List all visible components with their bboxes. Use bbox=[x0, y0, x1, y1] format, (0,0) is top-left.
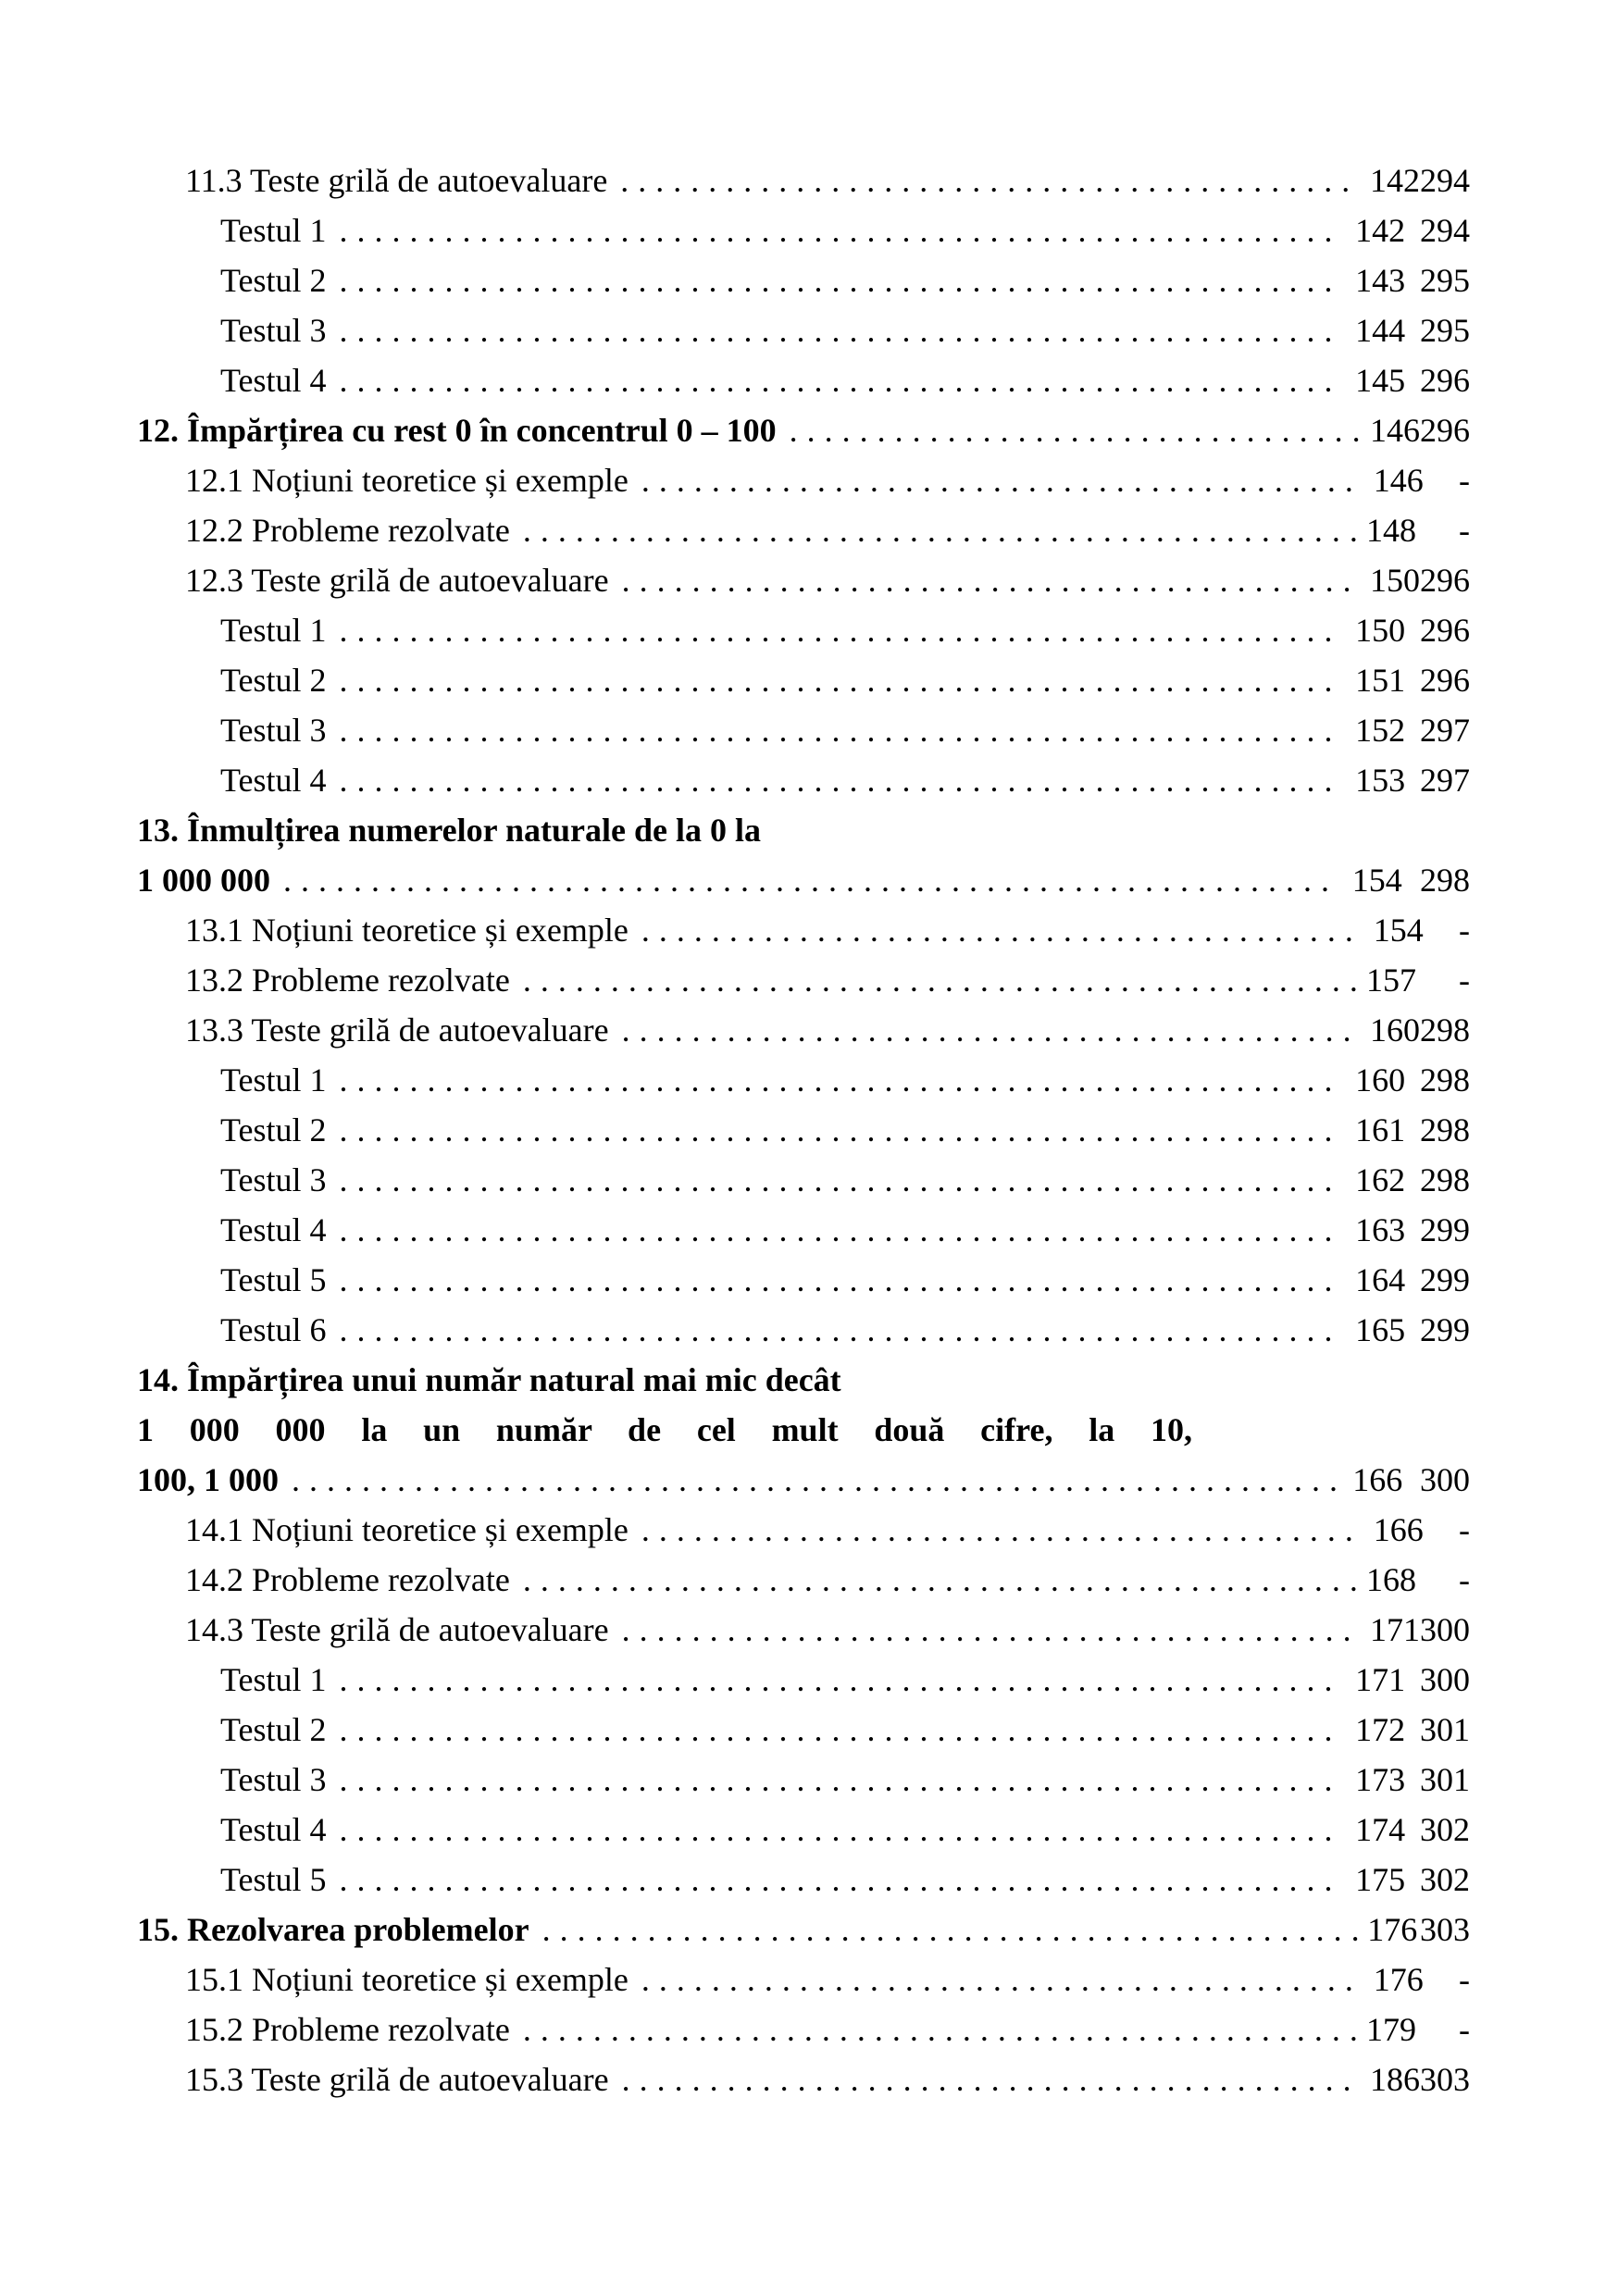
chapter-13-page1: 154 bbox=[1351, 862, 1402, 899]
toc-entry-page2: 298 bbox=[1419, 1161, 1470, 1198]
toc-entry-label: 13.2 Probleme rezolvate bbox=[185, 962, 510, 999]
toc-entry-page1: 175 bbox=[1355, 1861, 1406, 1898]
toc-entry-row[interactable] bbox=[137, 1255, 1470, 1305]
leader-dots bbox=[523, 505, 1357, 555]
toc-entry-page1: 171 bbox=[1370, 1611, 1420, 1648]
chapter-14-title-line2: 1 000 000 la un număr de cel mult două cifre, la 10, bbox=[137, 1411, 1192, 1448]
toc-entry-label: Testul 4 bbox=[220, 362, 327, 399]
toc-entry-number: 12. bbox=[137, 412, 179, 449]
toc-entry-row[interactable] bbox=[137, 955, 1470, 1005]
toc-entry-label: 15.2 Probleme rezolvate bbox=[185, 2011, 510, 2048]
toc-section-chapter-13 bbox=[137, 905, 1470, 1355]
toc-entry-page1: 168 bbox=[1366, 1561, 1416, 1598]
toc-entry-label: Testul 2 bbox=[220, 662, 327, 699]
leader-dots bbox=[641, 1505, 1364, 1555]
toc-entry-page1: 160 bbox=[1355, 1061, 1406, 1098]
chapter-15-number: 15. bbox=[137, 1911, 179, 1948]
chapter-14-title-line3: 100, 1 000 bbox=[137, 1461, 279, 1498]
toc-entry-label: 14.2 Probleme rezolvate bbox=[185, 1561, 510, 1598]
toc-entry-row[interactable] bbox=[137, 1505, 1470, 1555]
leader-dots bbox=[339, 1705, 1343, 1755]
toc-entry-label bbox=[137, 405, 777, 455]
leader-dots bbox=[620, 155, 1361, 205]
chapter-15-page1: 176 bbox=[1367, 1911, 1418, 1948]
toc-entry-page2: 298 bbox=[1419, 1111, 1470, 1148]
leader-dots bbox=[622, 2054, 1361, 2104]
toc-entry-page1: 166 bbox=[1373, 1511, 1424, 1548]
toc-entry-page1: 148 bbox=[1366, 512, 1416, 549]
toc-entry-page1: 163 bbox=[1355, 1211, 1406, 1248]
toc-entry-page1: 146 bbox=[1370, 412, 1420, 449]
toc-entry-label: Testul 1 bbox=[220, 1061, 327, 1098]
toc-entry-label: Testul 3 bbox=[220, 712, 327, 749]
toc-entry-page2: 303 bbox=[1420, 2061, 1470, 2098]
toc-entry-label: 11.3 Teste grilă de autoevaluare bbox=[185, 162, 608, 199]
toc-section-chapter-15 bbox=[137, 1955, 1470, 2104]
toc-entry-page1: 186 bbox=[1370, 2061, 1420, 2098]
leader-dots bbox=[339, 705, 1343, 755]
toc-entry-row[interactable] bbox=[137, 1805, 1470, 1855]
toc-entry-row[interactable] bbox=[137, 555, 1470, 605]
toc-entry-row[interactable] bbox=[137, 655, 1470, 705]
toc-entry-page2: 302 bbox=[1419, 1861, 1470, 1898]
toc-entry-row[interactable] bbox=[137, 1605, 1470, 1655]
toc-entry-page1: 171 bbox=[1355, 1661, 1406, 1698]
toc-entry-label: Testul 3 bbox=[220, 312, 327, 349]
toc-entry-page1: 160 bbox=[1370, 1011, 1420, 1049]
toc-entry-label: 13.3 Teste grilă de autoevaluare bbox=[185, 1011, 609, 1049]
toc-entry-page2: - bbox=[1459, 962, 1470, 999]
toc-entry-page2: 301 bbox=[1419, 1761, 1470, 1798]
leader-dots bbox=[641, 455, 1364, 505]
toc-entry-page1: 145 bbox=[1355, 362, 1406, 399]
toc-entry-row[interactable] bbox=[137, 1155, 1470, 1205]
toc-entry-page1: 142 bbox=[1370, 162, 1420, 199]
leader-dots bbox=[790, 405, 1361, 455]
chapter-15-row[interactable] bbox=[137, 1905, 1470, 1955]
toc-entry-page2: 294 bbox=[1420, 162, 1470, 199]
toc-entry-page1: 153 bbox=[1355, 762, 1406, 799]
toc-entry-label: Testul 5 bbox=[220, 1861, 327, 1898]
toc-entry-row[interactable] bbox=[137, 755, 1470, 805]
toc-entry-page2: 299 bbox=[1419, 1311, 1470, 1348]
leader-dots bbox=[339, 1655, 1343, 1705]
toc-entry-page2: - bbox=[1459, 1511, 1470, 1548]
leader-dots bbox=[292, 1455, 1338, 1505]
toc-entry-label: 12.2 Probleme rezolvate bbox=[185, 512, 510, 549]
toc-entry-label: Testul 1 bbox=[220, 612, 327, 649]
toc-entry-page2: 296 bbox=[1420, 412, 1470, 449]
toc-entry-label: 12.1 Noțiuni teoretice și exemple bbox=[185, 462, 629, 499]
toc-entry-row[interactable] bbox=[137, 1555, 1470, 1605]
toc-entry-row[interactable] bbox=[137, 255, 1470, 305]
toc-entry-row[interactable] bbox=[137, 455, 1470, 505]
chapter-14-title-line3-row bbox=[137, 1455, 1470, 1505]
toc-entry-row[interactable] bbox=[137, 1855, 1470, 1905]
toc-entry-page1: 161 bbox=[1355, 1111, 1406, 1148]
toc-entry-page1: 151 bbox=[1355, 662, 1406, 699]
toc-entry-label: Testul 1 bbox=[220, 212, 327, 249]
leader-dots bbox=[339, 1105, 1343, 1155]
leader-dots bbox=[339, 255, 1343, 305]
toc-entry-title: Împărțirea cu rest 0 în concentrul 0 – 100 bbox=[187, 412, 777, 449]
leader-dots bbox=[641, 1955, 1364, 2004]
chapter-13-title-line2: 1 000 000 bbox=[137, 862, 270, 899]
leader-dots bbox=[622, 1005, 1361, 1055]
toc-entry-row[interactable] bbox=[137, 505, 1470, 555]
toc-entry-row[interactable] bbox=[137, 1655, 1470, 1705]
toc-entry-page2: 298 bbox=[1420, 1011, 1470, 1049]
chapter-13-page2: 298 bbox=[1420, 862, 1470, 899]
leader-dots bbox=[339, 1855, 1343, 1905]
toc-entry-label: Testul 4 bbox=[220, 1211, 327, 1248]
toc-entry-row[interactable] bbox=[137, 1055, 1470, 1105]
toc-entry-row[interactable] bbox=[137, 155, 1470, 205]
leader-dots bbox=[339, 655, 1343, 705]
toc-entry-row[interactable] bbox=[137, 305, 1470, 355]
toc-entry-label: 15.1 Noțiuni teoretice și exemple bbox=[185, 1961, 629, 1998]
toc-entry-page2: - bbox=[1459, 912, 1470, 949]
toc-entry-row[interactable] bbox=[137, 2004, 1470, 2054]
toc-entry-row[interactable] bbox=[137, 1755, 1470, 1805]
toc-entry-row[interactable] bbox=[137, 205, 1470, 255]
toc-entry-page2: 296 bbox=[1419, 362, 1470, 399]
chapter-15-label bbox=[137, 1905, 529, 1955]
toc-entry-label: 14.3 Teste grilă de autoevaluare bbox=[185, 1611, 609, 1648]
chapter-13-title-line2-row bbox=[137, 855, 1470, 905]
toc-entry-row[interactable] bbox=[137, 405, 1470, 455]
toc-entry-page2: 299 bbox=[1419, 1261, 1470, 1298]
toc-entry-page1: 179 bbox=[1366, 2011, 1416, 2048]
leader-dots bbox=[339, 205, 1343, 255]
toc-section-top bbox=[137, 155, 1470, 805]
toc-entry-page2: 300 bbox=[1419, 1661, 1470, 1698]
toc-entry-page1: 154 bbox=[1373, 912, 1424, 949]
toc-entry-row[interactable] bbox=[137, 1005, 1470, 1055]
chapter-14-page2: 300 bbox=[1420, 1461, 1470, 1498]
leader-dots bbox=[622, 555, 1361, 605]
toc-entry-page2: - bbox=[1459, 1561, 1470, 1598]
toc-entry-page2: 296 bbox=[1419, 662, 1470, 699]
toc-entry-page1: 152 bbox=[1355, 712, 1406, 749]
toc-entry-page2: - bbox=[1459, 462, 1470, 499]
toc-entry-label: Testul 4 bbox=[220, 1811, 327, 1848]
toc-entry-page2: 297 bbox=[1419, 712, 1470, 749]
leader-dots bbox=[339, 355, 1343, 405]
toc-entry-page2: - bbox=[1459, 2011, 1470, 2048]
chapter-13-title-line1: 13. Înmulțirea numerelor naturale de la 0 la bbox=[137, 812, 761, 849]
toc-entry-label: Testul 2 bbox=[220, 262, 327, 299]
leader-dots bbox=[339, 1205, 1343, 1255]
toc-entry-row[interactable] bbox=[137, 355, 1470, 405]
leader-dots bbox=[339, 1305, 1343, 1355]
toc-entry-label: Testul 1 bbox=[220, 1661, 327, 1698]
toc-entry-label: 13.1 Noțiuni teoretice și exemple bbox=[185, 912, 629, 949]
leader-dots bbox=[339, 605, 1343, 655]
toc-section-chapter-14 bbox=[137, 1505, 1470, 1905]
toc-entry-page1: 172 bbox=[1355, 1711, 1406, 1748]
toc-entry-row[interactable] bbox=[137, 905, 1470, 955]
toc-entry-row[interactable] bbox=[137, 1205, 1470, 1255]
toc-entry-row[interactable] bbox=[137, 605, 1470, 655]
toc-entry-row[interactable] bbox=[137, 1705, 1470, 1755]
toc-entry-page1: 143 bbox=[1355, 262, 1406, 299]
toc-entry-label: 15.3 Teste grilă de autoevaluare bbox=[185, 2061, 609, 2098]
leader-dots bbox=[339, 305, 1343, 355]
toc-entry-label: 14.1 Noțiuni teoretice și exemple bbox=[185, 1511, 629, 1548]
toc-entry-page2: 299 bbox=[1419, 1211, 1470, 1248]
toc-entry-page1: 173 bbox=[1355, 1761, 1406, 1798]
toc-entry-page2: - bbox=[1459, 1961, 1470, 1998]
toc-entry-row[interactable] bbox=[137, 2054, 1470, 2104]
leader-dots bbox=[339, 1155, 1343, 1205]
toc-entry-page1: 162 bbox=[1355, 1161, 1406, 1198]
toc-entry-page2: 294 bbox=[1419, 212, 1470, 249]
leader-dots bbox=[523, 955, 1357, 1005]
chapter-14-title-line1: 14. Împărțirea unui număr natural mai mic decât bbox=[137, 1361, 841, 1398]
toc-entry-page2: 300 bbox=[1420, 1611, 1470, 1648]
toc-entry-page2: 296 bbox=[1420, 562, 1470, 599]
toc-entry-label: Testul 3 bbox=[220, 1161, 327, 1198]
toc-entry-page2: 302 bbox=[1419, 1811, 1470, 1848]
toc-entry-page1: 176 bbox=[1373, 1961, 1424, 1998]
leader-dots bbox=[641, 905, 1364, 955]
toc-entry-page1: 150 bbox=[1355, 612, 1406, 649]
leader-dots bbox=[523, 1555, 1357, 1605]
toc-entry-label: Testul 3 bbox=[220, 1761, 327, 1798]
leader-dots bbox=[339, 1055, 1343, 1105]
toc-entry-page2: 295 bbox=[1419, 262, 1470, 299]
chapter-14-page1: 166 bbox=[1352, 1461, 1403, 1498]
toc-entry-row[interactable] bbox=[137, 1955, 1470, 2004]
table-of-contents bbox=[137, 155, 1470, 2104]
leader-dots bbox=[339, 1805, 1343, 1855]
toc-entry-page2: - bbox=[1459, 512, 1470, 549]
toc-entry-page2: 296 bbox=[1419, 612, 1470, 649]
leader-dots bbox=[339, 1755, 1343, 1805]
toc-entry-page1: 142 bbox=[1355, 212, 1406, 249]
toc-entry-page1: 165 bbox=[1355, 1311, 1406, 1348]
leader-dots bbox=[523, 2004, 1357, 2054]
leader-dots bbox=[339, 1255, 1343, 1305]
toc-entry-label: 12.3 Teste grilă de autoevaluare bbox=[185, 562, 609, 599]
toc-entry-label: Testul 6 bbox=[220, 1311, 327, 1348]
leader-dots bbox=[283, 855, 1338, 905]
toc-entry-page2: 298 bbox=[1419, 1061, 1470, 1098]
toc-entry-row[interactable] bbox=[137, 705, 1470, 755]
toc-entry-page2: 297 bbox=[1419, 762, 1470, 799]
toc-entry-label: Testul 2 bbox=[220, 1711, 327, 1748]
toc-entry-page2: 301 bbox=[1419, 1711, 1470, 1748]
toc-entry-page1: 174 bbox=[1355, 1811, 1406, 1848]
toc-entry-page1: 157 bbox=[1366, 962, 1416, 999]
toc-entry-row[interactable] bbox=[137, 1305, 1470, 1355]
toc-entry-row[interactable] bbox=[137, 1105, 1470, 1155]
toc-entry-label: Testul 5 bbox=[220, 1261, 327, 1298]
toc-entry-label: Testul 4 bbox=[220, 762, 327, 799]
toc-entry-page1: 144 bbox=[1355, 312, 1406, 349]
leader-dots bbox=[542, 1905, 1359, 1955]
toc-entry-page1: 150 bbox=[1370, 562, 1420, 599]
chapter-15-title: Rezolvarea problemelor bbox=[187, 1911, 529, 1948]
toc-entry-page1: 146 bbox=[1373, 462, 1424, 499]
leader-dots bbox=[622, 1605, 1361, 1655]
leader-dots bbox=[339, 755, 1343, 805]
chapter-15-page2: 303 bbox=[1420, 1911, 1470, 1948]
toc-entry-page1: 164 bbox=[1355, 1261, 1406, 1298]
toc-entry-page2: 295 bbox=[1419, 312, 1470, 349]
toc-entry-label: Testul 2 bbox=[220, 1111, 327, 1148]
